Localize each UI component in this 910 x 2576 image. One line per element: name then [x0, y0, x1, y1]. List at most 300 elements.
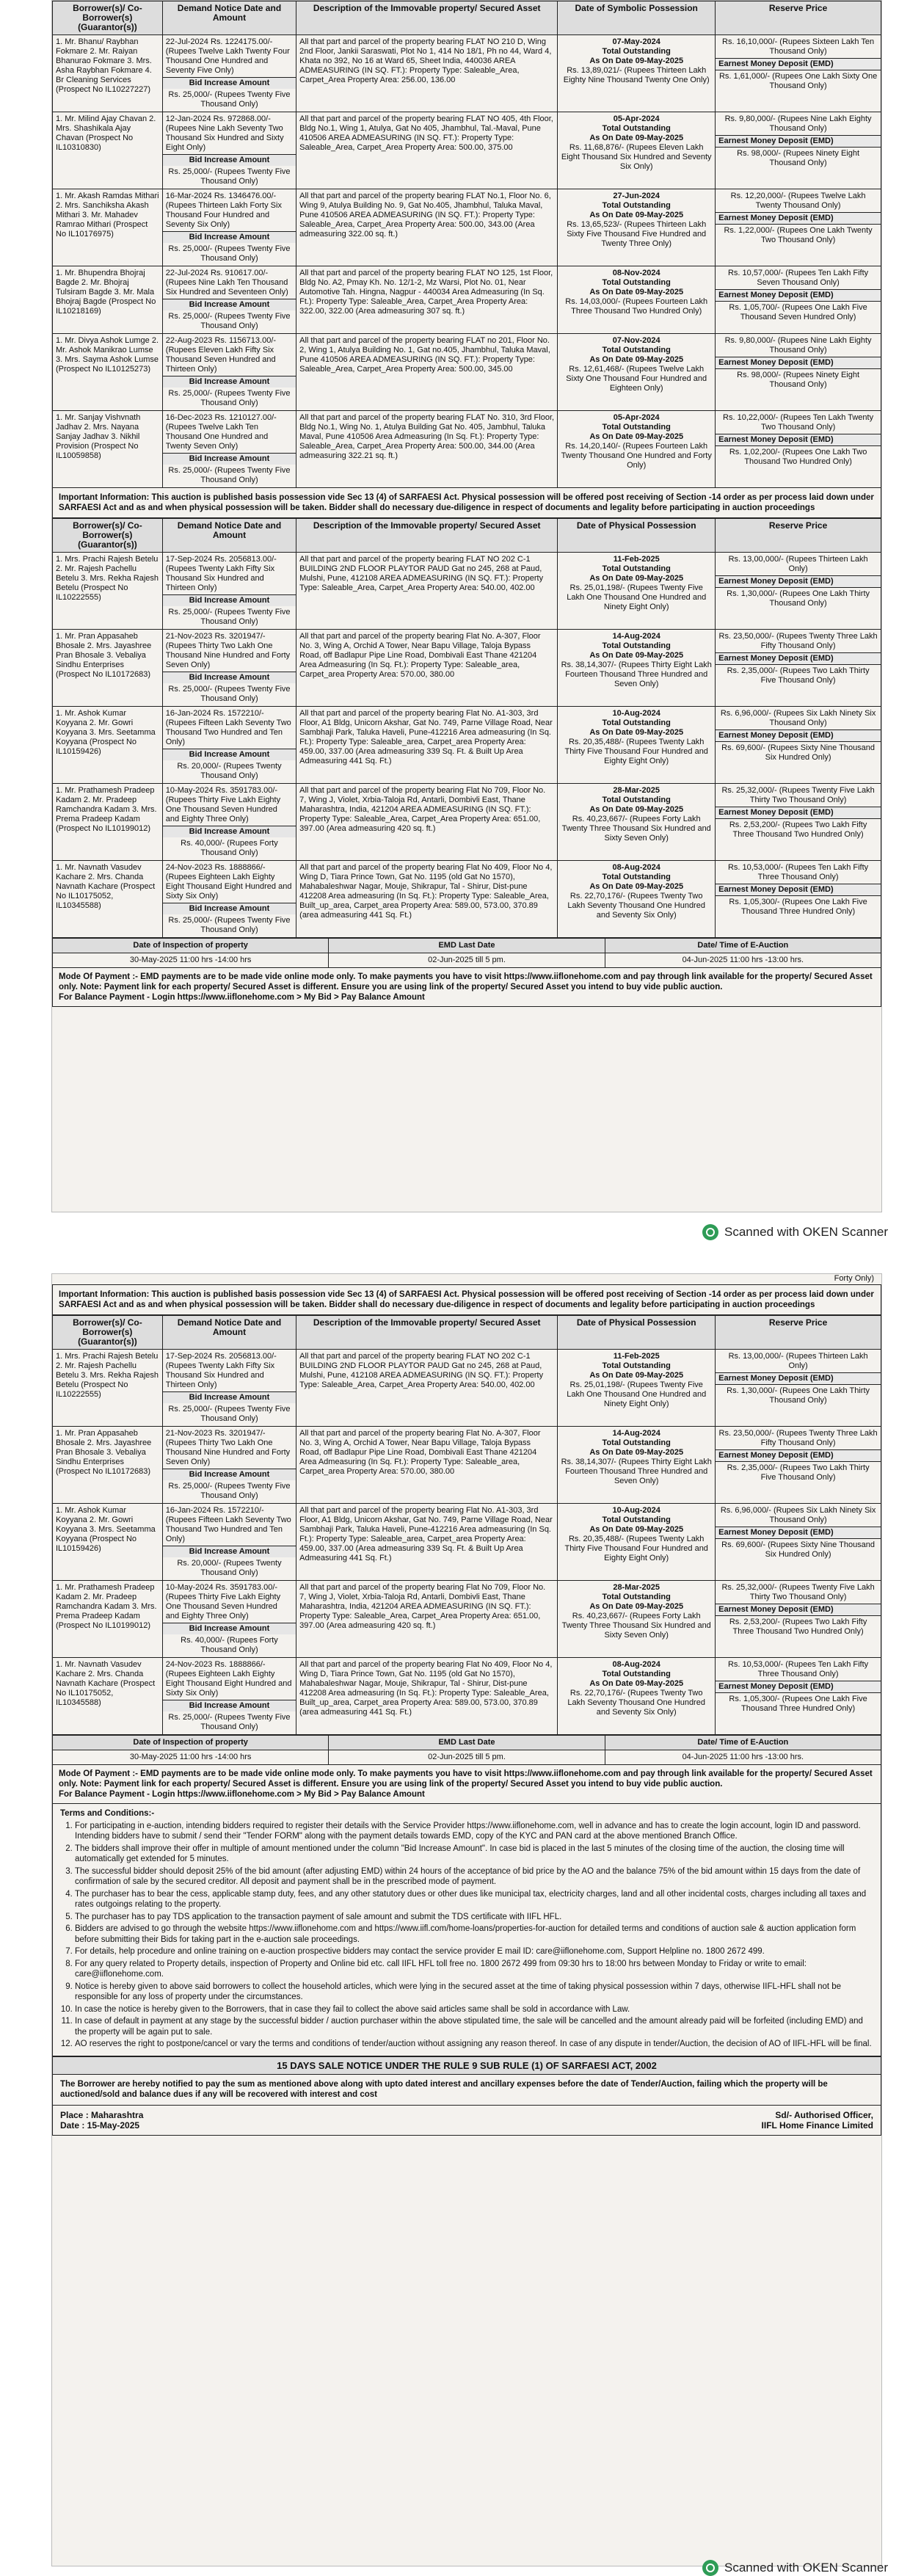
possession-date: 14-Aug-2024 [612, 1429, 660, 1438]
demand-text: 12-Jan-2024 Rs. 972868.00/- (Rupees Nine Lakh Seventy Two Thousand Six Hundred and Sixty Eight Only) [165, 114, 284, 152]
outstanding-amount: Rs. 14,20,140/- (Rupees Fourteen Lakh Twenty Thousand One Hundred and Forty Only) [561, 442, 712, 470]
outstanding-amount: Rs. 38,14,307/- (Rupees Thirty Eight Lakh Fourteen Thousand Three Hundred and Seven Only) [561, 661, 712, 688]
bid-increase-value: Rs. 25,000/- (Rupees Twenty Five Thousand Only) [168, 466, 291, 484]
terms-item: 3. The successful bidder should deposit 25% of the bid amount (after adjusting EMD) within 24 hours of the acceptance of bid price by the AO and the balance 75% of the bid amount within 15 days from the date of confirmation of sale by the secured creditor. All deposit and payment shall be in the prescribed mode of payment. [75, 1866, 873, 1888]
as-on-date: As On Date 09-May-2025 [589, 1371, 684, 1380]
property-description: All that part and parcel of the property bearing Flat No 709, Floor No. 7, Wing J, Violet, Xrbia-Taloja Rd, Antarli, Dombivli East, Thane Maharashtra, India, 421204 AREA ADMEASURING (IN SQ. FT.): Property Type: Saleable_Area, Carpet_Area Property Area: 651.00, 397.00 (Area admeasuring 420 sq. ft.) [299, 1583, 546, 1630]
symbolic-rows [53, 35, 881, 488]
borrower-names: 1. Mr. Sanjay Vishvnath Jadhav 2. Mrs. Nayana Sanjay Jadhav 3. Nikhil Provision (Prospect No IL10059858) [56, 413, 141, 460]
reserve-cell [716, 1427, 881, 1504]
signatory-line-2: IIFL Home Finance Limited [761, 2120, 873, 2131]
eauction-header: Date/ Time of E-Auction [605, 1736, 881, 1750]
emd-label: Earnest Money Deposit (EMD) [716, 575, 881, 588]
emd-amount: Rs. 1,30,000/- (Rupees One Lakh Thirty Thousand Only) [727, 589, 870, 608]
reserve-price: Rs. 12,20,000/- (Rupees Twelve Lakh Twenty Thousand Only) [730, 192, 866, 210]
bid-increase-value: Rs. 25,000/- (Rupees Twenty Five Thousand Only) [168, 608, 291, 626]
terms-item: 5. The purchaser has to pay TDS application to the transaction payment of sale amount and submit the TDS certificate with IIFL HFL. [75, 1912, 873, 1923]
notice-sheet-1 [51, 0, 882, 1212]
borrower-cell [53, 189, 163, 266]
borrower-cell [53, 630, 163, 707]
emd-amount: Rs. 1,30,000/- (Rupees One Lakh Thirty Thousand Only) [727, 1386, 870, 1405]
possession-date: 05-Apr-2024 [613, 413, 660, 422]
possession-date: 08-Aug-2024 [612, 863, 660, 872]
possession-cell [558, 189, 716, 266]
possession-cell [558, 861, 716, 938]
borrower-names: 1. Mr. Pran Appasaheb Bhosale 2. Mrs. Jayashree Pran Bhosale 3. Vebaliya Sindhu Enterprises (Prospect No IL10172683) [56, 1429, 152, 1476]
reserve-price: Rs. 9,80,000/- (Rupees Nine Lakh Eighty Thousand Only) [724, 336, 872, 354]
table-row [53, 334, 881, 411]
emd-last-date-value: 02-Jun-2025 till 5 pm. [329, 1750, 605, 1765]
table-row [53, 411, 881, 488]
borrower-names: 1. Mrs. Prachi Rajesh Betelu 2. Mr. Rajesh Pachellu Betelu 3. Mrs. Rekha Rajesh Betelu (Prospect No IL10222555) [56, 555, 159, 602]
terms-item: 10. In case the notice is hereby given to the Borrowers, that in case they fail to collect the above said articles same shall be sold in accordance with Law. [75, 2004, 873, 2015]
bid-increase-value: Rs. 25,000/- (Rupees Twenty Five Thousand Only) [168, 312, 291, 330]
total-outstanding-label: Total Outstanding [602, 47, 671, 56]
table-row [53, 1658, 881, 1735]
reserve-cell [716, 553, 881, 630]
emd-amount: Rs. 1,22,000/- (Rupees One Lakh Twenty Two Thousand Only) [724, 226, 873, 244]
demand-text: 16-Mar-2024 Rs. 1346476.00/- (Rupees Thirteen Lakh Forty Six Thousand Four Hundred and Seventy Six Only) [165, 192, 282, 229]
borrower-cell [53, 1658, 163, 1735]
terms-list [60, 1821, 873, 2050]
terms-item: 7. For details, help procedure and online training on e-auction prospective bidders may contact the service provider E mail ID: care@iiflonehome.com, Support Helpline no. 1800 2672 499. [75, 1946, 873, 1957]
borrower-names: 1. Mr. Prathamesh Pradeep Kadam 2. Mr. Pradeep Ramchandra Kadam 3. Mrs. Prema Pradeep Kadam (Prospect No IL10199012) [56, 1583, 157, 1630]
demand-text: 22-Jul-2024 Rs. 910617.00/- (Rupees Nine Lakh Ten Thousand Six Hundred and Seventeen Only) [165, 269, 288, 296]
notice-footer [52, 2106, 881, 2136]
reserve-cell [716, 112, 881, 189]
bid-increase-label: Bid Increase Amount [163, 826, 296, 837]
reserve-price: Rs. 6,96,000/- (Rupees Six Lakh Ninety Six Thousand Only) [720, 709, 876, 727]
physical-rows [53, 1350, 881, 1735]
inspection-table-1 [52, 938, 881, 968]
bid-increase-value: Rs. 25,000/- (Rupees Twenty Five Thousand Only) [168, 1713, 291, 1731]
borrower-cell [53, 1504, 163, 1581]
possession-date: 11-Feb-2025 [613, 555, 660, 564]
emd-label: Earnest Money Deposit (EMD) [716, 357, 881, 369]
inspection-header: Date of Inspection of property [53, 1736, 329, 1750]
terms-item: 8. For any query related to Property details, inspection of Property and Online bid etc. call IIFL HFL toll free no. 1800 2672 499 from 09:30 hrs to 18:00 hrs between Monday to Friday or write to email: care@iiflonehome.com. [75, 1959, 873, 1980]
description-cell [296, 784, 558, 861]
borrower-names: 1. Mr. Pran Appasaheb Bhosale 2. Mrs. Jayashree Pran Bhosale 3. Vebaliya Sindhu Enterprises (Prospect No IL10172683) [56, 632, 152, 679]
reserve-cell [716, 1350, 881, 1427]
total-outstanding-label: Total Outstanding [602, 1670, 671, 1678]
outstanding-amount: Rs. 25,01,198/- (Rupees Twenty Five Lakh One Thousand One Hundred and Ninety Eight Only) [567, 583, 707, 611]
inspection-value: 30-May-2025 11:00 hrs -14:00 hrs [53, 1750, 329, 1765]
property-description: All that part and parcel of the property bearing Flat No 409, Floor No 4, Wing D, Tiara Prince Town, Gat No. 1195 (old Gat No 1570), Mahabaleshwar Nagar, Mouje, Shikrapur, Tal - Shirur, Dist-pune 412208 Area admeasuring (In Sq. Ft.): Property Type: Saleable_Area, Built_up_area, Carpet_area Property Area: 589.00, 573.00, 370.89 (area admeasuring 441 Sq. Ft.) [299, 1660, 553, 1717]
reserve-price: Rs. 10,53,000/- (Rupees Ten Lakh Fifty Three Thousand Only) [727, 1660, 869, 1678]
bid-increase-value: Rs. 25,000/- (Rupees Twenty Five Thousand Only) [168, 389, 291, 407]
scanner-watermark-2 [702, 2560, 888, 2576]
possession-cell [558, 266, 716, 334]
reserve-cell [716, 1581, 881, 1658]
outstanding-amount: Rs. 40,23,667/- (Rupees Forty Lakh Twenty Three Thousand Six Hundred and Sixty Seven Only) [561, 815, 711, 843]
as-on-date: As On Date 09-May-2025 [589, 211, 684, 219]
inspection-header: Date of Inspection of property [53, 939, 329, 953]
emd-label: Earnest Money Deposit (EMD) [716, 1681, 881, 1693]
borrower-names: 1. Mr. Milind Ajay Chavan 2. Mrs. Shashikala Ajay Chavan (Prospect No IL10310830) [56, 114, 156, 152]
possession-cell [558, 1350, 716, 1427]
demand-text: 10-May-2024 Rs. 3591783.00/- (Rupees Thirty Five Lakh Eighty One Thousand Seven Hundred and Eighty Three Only) [165, 1583, 281, 1620]
emd-amount: Rs. 1,05,700/- (Rupees One Lakh Five Thousand Seven Hundred Only) [729, 303, 867, 321]
demand-cell [162, 1504, 296, 1581]
terms-item: 6. Bidders are advised to go through the website https://www.iiflonehome.com and https://www.iifl.com/home-loans/properties-for-auction for detailed terms and conditions of auction sale & auction application form before submitting their Bids for taking part in the e-auction sale proceedings. [75, 1924, 873, 1945]
rule-title: 15 DAYS SALE NOTICE UNDER THE RULE 9 SUB RULE (1) OF SARFAESI ACT, 2002 [52, 2056, 881, 2075]
possession-date: 07-Nov-2024 [612, 336, 660, 345]
bid-increase-value: Rs. 25,000/- (Rupees Twenty Five Thousand Only) [168, 685, 291, 703]
reserve-price: Rs. 13,00,000/- (Rupees Thirteen Lakh Only) [728, 555, 868, 573]
outstanding-amount: Rs. 20,35,488/- (Rupees Twenty Lakh Thirty Five Thousand Four Hundred and Eighty Eight Only) [564, 738, 708, 765]
reserve-cell [716, 861, 881, 938]
borrower-cell [53, 1427, 163, 1504]
demand-cell [162, 707, 296, 784]
emd-amount: Rs. 1,61,000/- (Rupees One Lakh Sixty One Thousand Only) [718, 72, 878, 90]
emd-label: Earnest Money Deposit (EMD) [716, 1372, 881, 1385]
possession-cell [558, 1581, 716, 1658]
possession-cell [558, 1427, 716, 1504]
bid-increase-value: Rs. 25,000/- (Rupees Twenty Five Thousand Only) [168, 1405, 291, 1423]
demand-text: 24-Nov-2023 Rs. 1888866/- (Rupees Eighteen Lakh Eighty Eight Thousand Eight Hundred and Sixty Six Only) [165, 863, 292, 900]
reserve-price: Rs. 10,53,000/- (Rupees Ten Lakh Fifty Three Thousand Only) [727, 863, 869, 881]
signatory-line-1: Sd/- Authorised Officer, [775, 2109, 873, 2120]
emd-label: Earnest Money Deposit (EMD) [716, 884, 881, 896]
possession-cell [558, 1658, 716, 1735]
outstanding-amount: Rs. 22,70,176/- (Rupees Twenty Two Lakh Seventy Thousand One Hundred and Seventy Six Only) [567, 892, 705, 920]
as-on-date: As On Date 09-May-2025 [589, 288, 684, 296]
emd-last-date-header: EMD Last Date [329, 939, 605, 953]
description-cell [296, 861, 558, 938]
mode-of-payment-2 [52, 1765, 881, 1804]
borrower-names: 1. Mr. Akash Ramdas Mithari 2. Mrs. Sanchiksha Akash Mithari 3. Mr. Mahadev Ramrao Mithari (Prospect No IL10176975) [56, 192, 159, 239]
scanner-logo-icon [702, 2560, 718, 2576]
total-outstanding-label: Total Outstanding [602, 718, 671, 727]
borrower-cell [53, 1350, 163, 1427]
demand-cell [162, 1427, 296, 1504]
property-description: All that part and parcel of the property bearing Flat No 709, Floor No. 7, Wing J, Violet, Xrbia-Taloja Rd, Antarli, Dombivli East, Thane Maharashtra, India, 421204 AREA ADMEASURING (IN SQ. FT.): Property Type: Saleable_Area, Carpet_Area Property Area: 651.00, 397.00 (Area admeasuring 420 sq. ft.) [299, 786, 546, 833]
property-description: All that part and parcel of the property bearing FLAT NO 125, 1st Floor, Bldg No. A2, Pmay Kh. No. 12/1-2, Mz Warsi, Plot No. 01, Near Automotive Tah. Hingna, Nagpur - 440034 Area Admeasuring (In Sq. Ft.): Property Type: Saleable_Area, Carpet_Area Property Area: 322.00, 322.00 (Area admeasuring 307 sq. ft.) [299, 269, 553, 316]
possession-date: 27-Jun-2024 [613, 192, 660, 200]
possession-date: 28-Mar-2025 [613, 786, 660, 795]
bid-increase-value: Rs. 25,000/- (Rupees Twenty Five Thousand Only) [168, 167, 291, 186]
demand-text: 22-Aug-2023 Rs. 1156713.00/- (Rupees Eleven Lakh Fifty Six Thousand Seven Hundred and Thirteen Only) [165, 336, 277, 374]
terms-item: 12. AO reserves the right to postpone/cancel or vary the terms and conditions of tender/auction without assigning any reason thereof. In case of any dispute in tender/Auction, the decision of AO of IIFL-HFL will be final. [75, 2039, 873, 2050]
scanner-text: Scanned with OKEN Scanner [724, 1225, 888, 1239]
emd-label: Earnest Money Deposit (EMD) [716, 652, 881, 665]
borrower-cell [53, 707, 163, 784]
emd-last-date-value: 02-Jun-2025 till 5 pm. [329, 953, 605, 968]
demand-cell [162, 266, 296, 334]
reserve-price: Rs. 25,32,000/- (Rupees Twenty Five Lakh Thirty Two Thousand Only) [721, 786, 875, 804]
as-on-date: As On Date 09-May-2025 [589, 432, 684, 441]
reserve-price: Rs. 6,96,000/- (Rupees Six Lakh Ninety Six Thousand Only) [720, 1506, 876, 1524]
description-cell [296, 1581, 558, 1658]
outstanding-amount: Rs. 14,03,000/- (Rupees Fourteen Lakh Three Thousand Two Hundred Only) [565, 297, 708, 316]
emd-label: Earnest Money Deposit (EMD) [716, 729, 881, 742]
terms-item: 11. In case of default in payment at any stage by the successful bidder / auction purchaser within the above stipulated time, the sale will be cancelled and the amount already paid will be forfeited (including EMD) and the property will be again put to sale. [75, 2016, 873, 2037]
signatory [762, 2110, 873, 2131]
demand-cell [162, 553, 296, 630]
property-description: All that part and parcel of the property bearing Flat No. A-307, Floor No. 3, Wing A, Orchid A Tower, Near Bapu Village, Taloja Bypass Road, off Badlapur Pipe Line Road, Dombivali East Thane 421204 Area Admeasuring (In Sq. Ft.): Property Type: Saleable_area, Carpet_area Property Area: 570.00, 380.00 [299, 1429, 541, 1476]
description-cell [296, 35, 558, 112]
possession-cell [558, 35, 716, 112]
place-date [60, 2110, 143, 2131]
col-reserve: Reserve Price [716, 1316, 881, 1350]
table-row [53, 189, 881, 266]
reserve-cell [716, 707, 881, 784]
emd-label: Earnest Money Deposit (EMD) [716, 212, 881, 225]
possession-date: 08-Nov-2024 [612, 269, 660, 277]
reserve-cell [716, 35, 881, 112]
total-outstanding-label: Total Outstanding [602, 346, 671, 354]
description-cell [296, 630, 558, 707]
table-row [53, 1427, 881, 1504]
col-demand: Demand Notice Date and Amount [162, 519, 296, 553]
borrower-cell [53, 334, 163, 411]
terms-title: Terms and Conditions:- [60, 1809, 155, 1818]
outstanding-amount: Rs. 38,14,307/- (Rupees Thirty Eight Lakh Fourteen Thousand Three Hundred and Seven Only) [561, 1458, 712, 1485]
emd-amount: Rs. 69,600/- (Rupees Sixty Nine Thousand Six Hundred Only) [721, 743, 876, 762]
borrower-names: 1. Mr. Divya Ashok Lumge 2. Mr. Ashok Manikrao Lumse 3. Mrs. Sayma Ashok Lumse (Prospect No IL10125273) [56, 336, 159, 374]
demand-text: 21-Nov-2023 Rs. 3201947/- (Rupees Thirty Two Lakh One Thousand Nine Hundred and Forty Seven Only) [165, 1429, 291, 1466]
outstanding-amount: Rs. 13,65,523/- (Rupees Thirteen Lakh Sixty Five Thousand Five Hundred and Twenty Three Only) [567, 220, 707, 248]
table-row [53, 1350, 881, 1427]
demand-text: 24-Nov-2023 Rs. 1888866/- (Rupees Eighteen Lakh Eighty Eight Thousand Eight Hundred and Sixty Six Only) [165, 1660, 292, 1698]
demand-text: 17-Sep-2024 Rs. 2056813.00/- (Rupees Twenty Lakh Fifty Six Thousand Six Hundred and Thirteen Only) [165, 555, 277, 592]
reserve-cell [716, 1658, 881, 1735]
property-description: All that part and parcel of the property bearing Flat No. A1-303, 3rd Floor, A1 Bldg, Unicorn Akshar, Gat No. 749, Parne Village Road, Near Sambhaji Park, Taluka Haveli, Pune-412216 Area admeasuring (In Sq. Ft.): Property Type: Saleable_area, Carpet_area Property Area: 459.00, 337.00 (Area admeasuring 339 Sq. Ft. & Built Up Area Admeasuring 441 Sq. Ft.) [299, 709, 553, 765]
symbolic-possession-table [52, 1, 881, 488]
demand-cell [162, 784, 296, 861]
total-outstanding-label: Total Outstanding [602, 564, 671, 573]
demand-text: 17-Sep-2024 Rs. 2056813.00/- (Rupees Twenty Lakh Fifty Six Thousand Six Hundred and Thirteen Only) [165, 1352, 277, 1389]
emd-amount: Rs. 1,05,300/- (Rupees One Lakh Five Thousand Three Hundred Only) [729, 1695, 867, 1713]
possession-date: 08-Aug-2024 [612, 1660, 660, 1669]
eauction-header: Date/ Time of E-Auction [605, 939, 881, 953]
emd-label: Earnest Money Deposit (EMD) [716, 807, 881, 819]
outstanding-amount: Rs. 12,61,468/- (Rupees Twelve Lakh Sixty One Thousand Four Hundred and Eighteen Only) [566, 365, 707, 393]
demand-cell [162, 1350, 296, 1427]
bid-increase-label: Bid Increase Amount [163, 1391, 296, 1403]
outstanding-amount: Rs. 22,70,176/- (Rupees Twenty Two Lakh Seventy Thousand One Hundred and Seventy Six Only) [567, 1689, 705, 1717]
eauction-value: 04-Jun-2025 11:00 hrs -13:00 hrs. [605, 1750, 881, 1765]
description-cell [296, 1427, 558, 1504]
terms-item: 2. The bidders shall improve their offer in multiple of amount mentioned under the column "Bid Increase Amount". In case bid is placed in the last 5 minutes of the closing time of the auction, the closing time will automatically get extended for 5 minutes. [75, 1844, 873, 1865]
scanner-watermark-1 [702, 1224, 888, 1240]
important-info-2: Important Information: This auction is published basis possession vide Sec 13 (4) of SARFAESI Act. Physical possession will be offered post receiving of Section -14 order as per process laid down under SARFAESI Act and as and when physical possession will be taken. Bidder shall do necessary due-diligence in respect of documents and legality before participating in auction proceedings [52, 1284, 881, 1315]
inspection-table-2 [52, 1735, 881, 1765]
as-on-date: As On Date 09-May-2025 [589, 574, 684, 583]
emd-label: Earnest Money Deposit (EMD) [716, 135, 881, 148]
property-description: All that part and parcel of the property bearing Flat No. A-307, Floor No. 3, Wing A, Orchid A Tower, Near Bapu Village, Taloja Bypass Road, off Badlapur Pipe Line Road, Dombivali East Thane 421204 Area Admeasuring (In Sq. Ft.): Property Type: Saleable_area, Carpet_area Property Area: 570.00, 380.00 [299, 632, 541, 679]
as-on-date: As On Date 09-May-2025 [589, 1679, 684, 1688]
outstanding-amount: Rs. 11,68,876/- (Rupees Eleven Lakh Eight Thousand Six Hundred and Seventy Six Only) [561, 143, 712, 171]
as-on-date: As On Date 09-May-2025 [589, 805, 684, 814]
property-description: All that part and parcel of the property bearing FLAT no 201, Floor No. 2, Wing 1, Atulya Building No. 1, Gat no.405, Jhambhul, Taluka Maval, Pune 410506 AREA ADMEASURING (IN SQ. FT.): Property Type: Saleable_Area, Carpet_Area Property Area: 500.00, 345.00 [299, 336, 550, 374]
demand-text: 16-Dec-2023 Rs. 1210127.00/- (Rupees Twelve Lakh Ten Thousand One Hundred and Twenty Seven Only) [165, 413, 277, 451]
bid-increase-label: Bid Increase Amount [163, 594, 296, 606]
emd-last-date-header: EMD Last Date [329, 1736, 605, 1750]
bid-increase-value: Rs. 25,000/- (Rupees Twenty Five Thousand Only) [168, 916, 291, 934]
description-cell [296, 1658, 558, 1735]
possession-date: 05-Apr-2024 [613, 114, 660, 123]
demand-text: 16-Jan-2024 Rs. 1572210/- (Rupees Fifteen Lakh Seventy Two Thousand Two Hundred and Ten Only) [165, 709, 291, 746]
col-borrower: Borrower(s)/ Co-Borrower(s) (Guarantor(s)) [53, 1, 163, 35]
reserve-price: Rs. 10,22,000/- (Rupees Ten Lakh Twenty Two Thousand Only) [723, 413, 874, 432]
bid-increase-label: Bid Increase Amount [163, 77, 296, 89]
outstanding-amount: Rs. 40,23,667/- (Rupees Forty Lakh Twenty Three Thousand Six Hundred and Sixty Seven Only) [561, 1612, 711, 1640]
mode-of-payment-text: Mode Of Payment :- EMD payments are to be made vide online mode only. To make payments you have to visit https://www.iiflonehome.com and pay through link available for the property/ Secured Asset only. Note: Payment link for each property/ Secured Asset is different. Ensure you are using link of the property/ Secured Asset you intend to buy vide public auction. [59, 1769, 873, 1789]
terms-item: 9. Notice is hereby given to above said borrowers to collect the household articles, which were lying in the secured asset at the time of taking physical possession within 7 days, otherwise IIFL-HFL shall not be responsible for any loss of property under the circumstances. [75, 1982, 873, 2003]
reserve-cell [716, 334, 881, 411]
property-description: All that part and parcel of the property bearing FLAT NO 202 C-1 BUILDING 2ND FLOOR PLAYTOR PAUD Gat no 245, 268 at Paud, Mulshi, Pune, 412108 AREA ADMEASURING (IN SQ. FT.): Property Type: Saleable_Area, Carpet_Area Property Area: 540.00, 402.00 [299, 555, 544, 592]
description-cell [296, 266, 558, 334]
borrower-names: 1. Mr. Bhanu/ Raybhan Fokmare 2. Mr. Raiyan Bhanurao Fokmare 3. Mrs. Asha Raybhan Fokmare 4. Br Cleaning Services (Prospect No IL10227227) [56, 37, 152, 94]
table-row [53, 266, 881, 334]
table-row [53, 630, 881, 707]
reserve-price: Rs. 23,50,000/- (Rupees Twenty Three Lakh Fifty Thousand Only) [718, 632, 878, 650]
as-on-date: As On Date 09-May-2025 [589, 1602, 684, 1611]
eauction-value: 04-Jun-2025 11:00 hrs -13:00 hrs. [605, 953, 881, 968]
borrower-cell [53, 861, 163, 938]
as-on-date: As On Date 09-May-2025 [589, 57, 684, 65]
scanner-text: Scanned with OKEN Scanner [724, 2561, 888, 2575]
col-description: Description of the Immovable property/ Secured Asset [296, 1316, 558, 1350]
col-description: Description of the Immovable property/ Secured Asset [296, 1, 558, 35]
total-outstanding-label: Total Outstanding [602, 796, 671, 804]
emd-amount: Rs. 98,000/- (Rupees Ninety Eight Thousand Only) [737, 149, 860, 167]
mode-of-payment-1 [52, 968, 881, 1007]
as-on-date: As On Date 09-May-2025 [589, 882, 684, 891]
demand-cell [162, 334, 296, 411]
total-outstanding-label: Total Outstanding [602, 1438, 671, 1447]
table-row [53, 861, 881, 938]
place: Place : Maharashtra [60, 2109, 144, 2120]
notice-sheet-2 [51, 1273, 882, 2566]
property-description: All that part and parcel of the property bearing Flat No. A1-303, 3rd Floor, A1 Bldg, Unicorn Akshar, Gat No. 749, Parne Village Road, Near Sambhaji Park, Taluka Haveli, Pune-412216 Area admeasuring (In Sq. Ft.): Property Type: Saleable_area, Carpet_area Property Area: 459.00, 337.00 (Area admeasuring 339 Sq. Ft. & Built Up Area Admeasuring 441 Sq. Ft.) [299, 1506, 553, 1562]
col-description: Description of the Immovable property/ Secured Asset [296, 519, 558, 553]
demand-text: 21-Nov-2023 Rs. 3201947/- (Rupees Thirty Two Lakh One Thousand Nine Hundred and Forty Seven Only) [165, 632, 291, 669]
col-demand: Demand Notice Date and Amount [162, 1, 296, 35]
possession-cell [558, 1504, 716, 1581]
emd-label: Earnest Money Deposit (EMD) [716, 1449, 881, 1462]
emd-label: Earnest Money Deposit (EMD) [716, 58, 881, 70]
property-description: All that part and parcel of the property bearing FLAT No.1, Floor No. 6, Wing 9, Atulya Building No. 9, Gat No.405, Jhambhul, Taluka Maval, Pune 410506 AREA ADMEASURING (IN SQ. FT.): Property Type: Saleable_Area, Carpet_Area Property Area: 500.00, 343.00 (Area admeasuring 322.00 sq. ft.) [299, 192, 551, 239]
property-description: All that part and parcel of the property bearing Flat No 409, Floor No 4, Wing D, Tiara Prince Town, Gat No. 1195 (old Gat No 1570), Mahabaleshwar Nagar, Mouje, Shikrapur, Tal - Shirur, Dist-pune 412208 Area admeasuring (In Sq. Ft.): Property Type: Saleable_Area, Built_up_area, Carpet_area Property Area: 589.00, 573.00, 370.89 (area admeasuring 441 Sq. Ft.) [299, 863, 553, 920]
borrower-names: 1. Mr. Ashok Kumar Koyyana 2. Mr. Gowri Koyyana 3. Mrs. Seetamma Koyyana (Prospect No IL10159426) [56, 709, 156, 756]
as-on-date: As On Date 09-May-2025 [589, 651, 684, 660]
reserve-price: Rs. 25,32,000/- (Rupees Twenty Five Lakh Thirty Two Thousand Only) [721, 1583, 875, 1601]
emd-amount: Rs. 1,05,300/- (Rupees One Lakh Five Thousand Three Hundred Only) [729, 898, 867, 916]
emd-amount: Rs. 98,000/- (Rupees Ninety Eight Thousand Only) [737, 371, 860, 389]
description-cell [296, 189, 558, 266]
borrower-cell [53, 1581, 163, 1658]
bid-increase-label: Bid Increase Amount [163, 672, 296, 683]
borrower-cell [53, 784, 163, 861]
col-possession: Date of Physical Possession [558, 519, 716, 553]
possession-date: 14-Aug-2024 [612, 632, 660, 641]
bid-increase-label: Bid Increase Amount [163, 903, 296, 914]
emd-label: Earnest Money Deposit (EMD) [716, 1527, 881, 1539]
emd-label: Earnest Money Deposit (EMD) [716, 434, 881, 446]
demand-cell [162, 189, 296, 266]
total-outstanding-label: Total Outstanding [602, 1516, 671, 1524]
possession-cell [558, 334, 716, 411]
rule-body: The Borrower are hereby notified to pay the sum as mentioned above along with upto dated interest and ancillary expenses before the date of Tender/Auction, failing which the property will be auctioned/sold and balance dues if any will be recovered with interest and cost [52, 2075, 881, 2106]
description-cell [296, 1350, 558, 1427]
bid-increase-value: Rs. 25,000/- (Rupees Twenty Five Thousand Only) [168, 244, 291, 263]
demand-cell [162, 861, 296, 938]
total-outstanding-label: Total Outstanding [602, 124, 671, 133]
borrower-cell [53, 553, 163, 630]
bid-increase-label: Bid Increase Amount [163, 231, 296, 243]
emd-label: Earnest Money Deposit (EMD) [716, 1604, 881, 1616]
demand-text: 16-Jan-2024 Rs. 1572210/- (Rupees Fifteen Lakh Seventy Two Thousand Two Hundred and Ten Only) [165, 1506, 291, 1543]
property-description: All that part and parcel of the property bearing FLAT NO 405, 4th Floor, Bldg No.1, Wing 1, Atulya, Gat No 405, Jhambhul, Tal.-Maval, Pune 410506 AREA ADMEASURING (IN SQ. FT.): Property Type: Saleable_Area, Carpet_Area Property Area: 500.00, 375.00 [299, 114, 553, 152]
emd-amount: Rs. 69,600/- (Rupees Sixty Nine Thousand Six Hundred Only) [721, 1540, 876, 1559]
outstanding-amount: Rs. 20,35,488/- (Rupees Twenty Lakh Thirty Five Thousand Four Hundred and Eighty Eight Only) [564, 1535, 708, 1562]
table-row [53, 707, 881, 784]
reserve-price: Rs. 16,10,000/- (Rupees Sixteen Lakh Ten Thousand Only) [722, 37, 875, 56]
balance-payment-text: For Balance Payment - Login https://www.iiflonehome.com > My Bid > Pay Balance Amount [59, 993, 425, 1002]
description-cell [296, 1504, 558, 1581]
total-outstanding-label: Total Outstanding [602, 1361, 671, 1370]
as-on-date: As On Date 09-May-2025 [589, 728, 684, 737]
table-row [53, 784, 881, 861]
property-description: All that part and parcel of the property bearing FLAT No. 310, 3rd Floor, Bldg No.1, Wing No. 1, Atulya Building Gat No. 405, Jambhul, Taluka Maval, Pune 410506 Area Admeasuring (In Sq. Ft.): Property Type: Saleable_Area, Carpet_Area Property Area: 500.00, 344.00 (Area admeasuring 322.21 sq. ft.) [299, 413, 555, 460]
demand-cell [162, 1581, 296, 1658]
description-cell [296, 553, 558, 630]
borrower-cell [53, 266, 163, 334]
date: Date : 15-May-2025 [60, 2120, 140, 2131]
reserve-cell [716, 189, 881, 266]
terms-item: 1. For participating in e-auction, intending bidders required to register their details with the Service Provider https://www.iiflonehome.com, well in advance and has to create the login account, login ID and password. Intending bidders have to submit / send their "Tender FORM" along with the payment details towards EMD, copy of the KYC and PAN card at the above mentioned Branch Office. [75, 1821, 873, 1842]
col-reserve: Reserve Price [716, 1, 881, 35]
as-on-date: As On Date 09-May-2025 [589, 1525, 684, 1534]
possession-date: 07-May-2024 [612, 37, 660, 46]
bid-increase-value: Rs. 20,000/- (Rupees Twenty Thousand Only) [177, 762, 282, 780]
demand-text: 22-Jul-2024 Rs. 1224175.00/- (Rupees Twelve Lakh Twenty Four Thousand One Hundred and Seventy Five Only) [165, 37, 290, 75]
col-possession: Date of Symbolic Possession [558, 1, 716, 35]
terms-item: 4. The purchaser has to bear the cess, applicable stamp duty, fees, and any other statutory dues or other dues like municipal tax, electricity charges, land and all other incidental costs, charges including all taxes and rates outgoings relating to the property. [75, 1889, 873, 1910]
reserve-cell [716, 266, 881, 334]
balance-payment-text: For Balance Payment - Login https://www.iiflonehome.com > My Bid > Pay Balance Amount [59, 1790, 425, 1799]
total-outstanding-label: Total Outstanding [602, 423, 671, 432]
total-outstanding-label: Total Outstanding [602, 201, 671, 210]
bid-increase-label: Bid Increase Amount [163, 1469, 296, 1480]
possession-date: 11-Feb-2025 [613, 1352, 660, 1361]
as-on-date: As On Date 09-May-2025 [589, 1448, 684, 1457]
outstanding-amount: Rs. 25,01,198/- (Rupees Twenty Five Lakh One Thousand One Hundred and Ninety Eight Only) [567, 1380, 707, 1408]
description-cell [296, 334, 558, 411]
bid-increase-label: Bid Increase Amount [163, 1546, 296, 1557]
table-row [53, 1581, 881, 1658]
borrower-cell [53, 35, 163, 112]
total-outstanding-label: Total Outstanding [602, 278, 671, 287]
reserve-cell [716, 1504, 881, 1581]
col-demand: Demand Notice Date and Amount [162, 1316, 296, 1350]
borrower-names: 1. Mr. Ashok Kumar Koyyana 2. Mr. Gowri Koyyana 3. Mrs. Seetamma Koyyana (Prospect No IL10159426) [56, 1506, 156, 1553]
reserve-price: Rs. 13,00,000/- (Rupees Thirteen Lakh Only) [728, 1352, 868, 1370]
demand-cell [162, 1658, 296, 1735]
possession-cell [558, 112, 716, 189]
borrower-names: 1. Mr. Navnath Vasudev Kachare 2. Mrs. Chanda Navnath Kachare (Prospect No IL10175052, IL10345588) [56, 1660, 156, 1707]
terms-and-conditions [52, 1804, 881, 2056]
borrower-names: 1. Mrs. Prachi Rajesh Betelu 2. Mr. Rajesh Pachellu Betelu 3. Mrs. Rekha Rajesh Betelu (Prospect No IL10222555) [56, 1352, 159, 1399]
demand-cell [162, 35, 296, 112]
borrower-names: 1. Mr. Prathamesh Pradeep Kadam 2. Mr. Pradeep Ramchandra Kadam 3. Mrs. Prema Pradeep Kadam (Prospect No IL10199012) [56, 786, 157, 833]
cut-off-text: Forty Only) [834, 1274, 874, 1283]
table-row [53, 35, 881, 112]
bid-increase-label: Bid Increase Amount [163, 376, 296, 388]
